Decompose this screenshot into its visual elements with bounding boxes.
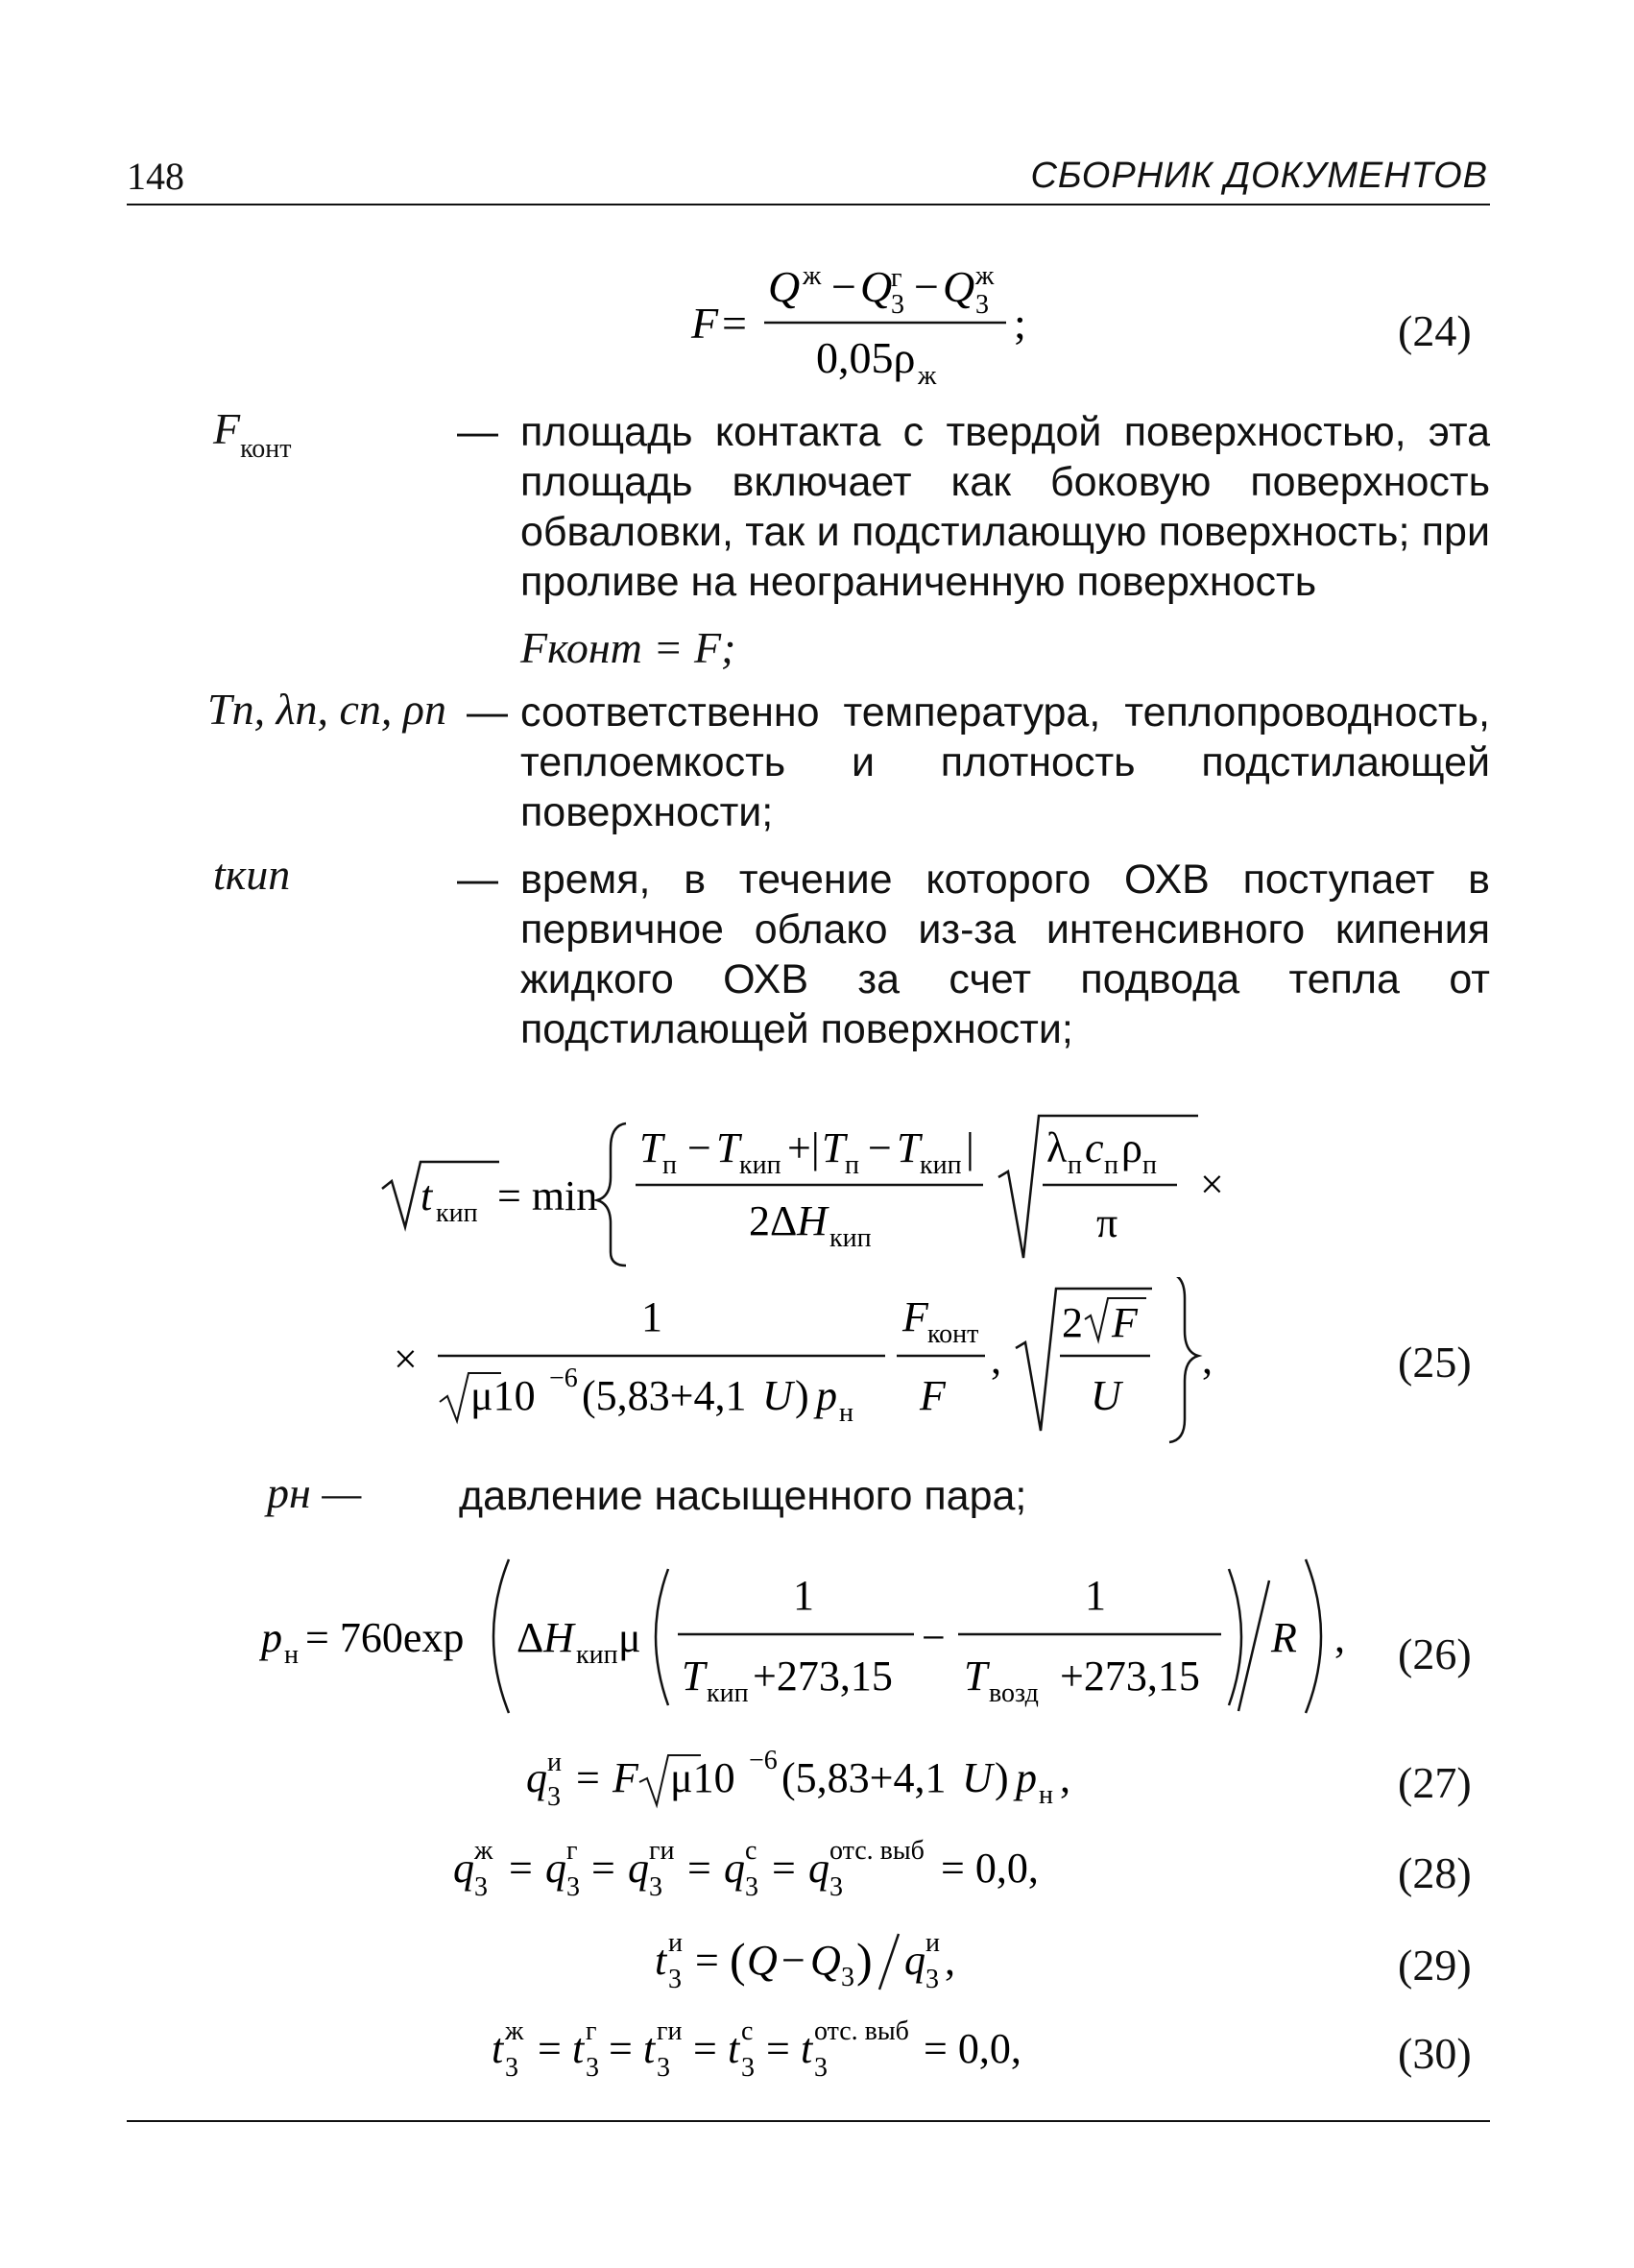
- svg-text:,: ,: [991, 1336, 1001, 1383]
- svg-text:t: t: [572, 2025, 585, 2072]
- svg-text:с: с: [741, 2016, 754, 2046]
- svg-text:−: −: [914, 262, 939, 311]
- svg-text:г: г: [566, 1836, 578, 1866]
- svg-text:п: п: [1142, 1150, 1157, 1180]
- eq27-formula: [518, 1742, 1190, 1819]
- svg-text:Q: Q: [747, 1937, 778, 1984]
- svg-text:1: 1: [793, 1572, 814, 1619]
- svg-text:ги: ги: [649, 1836, 675, 1866]
- def-dash: —: [457, 409, 498, 455]
- def-text-t-lambda-c-rho: соответственно температура, теплопроводность, теплоемкость и плотность подстилающей поверхности;: [520, 689, 1490, 835]
- eq26-formula: [259, 1556, 1363, 1719]
- svg-text:= min: = min: [497, 1172, 598, 1219]
- svg-text:ρ: ρ: [1121, 1124, 1142, 1171]
- svg-text:3: 3: [925, 1965, 939, 1994]
- footer-rule: [127, 2120, 1490, 2122]
- svg-text:3: 3: [814, 2053, 828, 2083]
- svg-text:μ10: μ10: [670, 1754, 735, 1801]
- def-extra-f-kont: Fконт = F;: [520, 623, 736, 672]
- svg-text:3: 3: [829, 1872, 843, 1902]
- running-header-title: СБОРНИК ДОКУМЕНТОВ: [1030, 156, 1488, 196]
- eq28-number: (28): [1398, 1848, 1472, 1897]
- svg-text:3: 3: [657, 2053, 670, 2083]
- svg-text:3: 3: [474, 1872, 488, 1902]
- svg-text:3: 3: [547, 1782, 561, 1812]
- eq28-formula: [451, 1832, 1219, 1909]
- header-rule: [127, 204, 1490, 205]
- svg-text:q: q: [724, 1845, 745, 1892]
- svg-text:кип: кип: [829, 1223, 872, 1253]
- svg-text:=: =: [576, 1754, 600, 1801]
- svg-text:=: =: [687, 1845, 711, 1892]
- svg-text:F: F: [902, 1293, 928, 1340]
- svg-text:F: F: [920, 1372, 946, 1419]
- svg-text:λ: λ: [1046, 1124, 1068, 1171]
- svg-text:= 0,0,: = 0,0,: [924, 2025, 1021, 2072]
- svg-text:F: F: [691, 299, 719, 348]
- svg-text:π: π: [1096, 1199, 1118, 1246]
- svg-text:3: 3: [566, 1872, 580, 1902]
- svg-text:=: =: [693, 2025, 717, 2072]
- svg-text:−6: −6: [549, 1363, 578, 1393]
- svg-text:Q: Q: [810, 1937, 841, 1984]
- def-text-p-n: давление насыщенного пара;: [459, 1473, 1027, 1519]
- svg-text:−: −: [781, 1937, 805, 1984]
- svg-text:T: T: [639, 1124, 663, 1171]
- svg-text:c: c: [1085, 1124, 1104, 1171]
- svg-text:ж: ж: [474, 1836, 493, 1866]
- svg-text:3: 3: [586, 2053, 599, 2083]
- svg-text:3: 3: [649, 1872, 662, 1902]
- eq30-formula: [490, 2013, 1219, 2089]
- svg-text:ж: ж: [975, 261, 995, 291]
- svg-text:−: −: [831, 262, 856, 311]
- svg-text:и: и: [547, 1748, 562, 1777]
- svg-text:+273,15: +273,15: [1060, 1653, 1200, 1700]
- svg-text:t: t: [492, 2025, 504, 2072]
- svg-text:;: ;: [1014, 299, 1026, 348]
- svg-text:с: с: [745, 1836, 757, 1866]
- svg-text:−6: −6: [749, 1746, 778, 1775]
- svg-text:г: г: [891, 263, 902, 293]
- svg-text:1: 1: [641, 1293, 662, 1340]
- svg-text:Q: Q: [943, 262, 975, 311]
- def-symbol-f-kont: $F_{конт}$: [213, 404, 292, 464]
- svg-text:3: 3: [741, 2053, 755, 2083]
- svg-text:кип: кип: [436, 1198, 478, 1228]
- svg-text:=: =: [772, 1845, 796, 1892]
- eq30-number: (30): [1398, 2029, 1472, 2078]
- svg-text:−: −: [687, 1124, 711, 1171]
- svg-text:отс. выб: отс. выб: [829, 1836, 925, 1866]
- svg-text:кип: кип: [707, 1678, 749, 1708]
- svg-text:Δ: Δ: [517, 1614, 544, 1661]
- svg-text:ж: ж: [918, 361, 937, 391]
- svg-text:T: T: [964, 1653, 988, 1700]
- svg-text:q: q: [453, 1845, 474, 1892]
- def-symbol-p-n: pн —: [267, 1468, 362, 1517]
- def-text-f-kont: площадь контакта с твердой поверхностью, эта площадь включает как боковую поверхность обваловки, так и подстилающую поверхность; при проливе на неограниченную поверхность: [520, 409, 1490, 605]
- eq29-number: (29): [1398, 1941, 1472, 1990]
- svg-text:кип: кип: [920, 1150, 962, 1180]
- svg-text:и: и: [925, 1928, 940, 1958]
- svg-text:μ10: μ10: [470, 1372, 536, 1419]
- svg-text:q: q: [808, 1845, 829, 1892]
- svg-text:ж: ж: [505, 2016, 524, 2046]
- eq24-formula: [672, 259, 1075, 394]
- svg-text:R: R: [1271, 1614, 1297, 1661]
- svg-text:=: =: [766, 2025, 790, 2072]
- svg-text:ги: ги: [657, 2016, 683, 2046]
- svg-text:U: U: [762, 1372, 793, 1419]
- svg-text:p: p: [1016, 1754, 1037, 1801]
- svg-text:F: F: [613, 1754, 638, 1801]
- svg-text:3: 3: [841, 1963, 854, 1992]
- svg-text:q: q: [904, 1937, 925, 1984]
- svg-text:−: −: [868, 1124, 892, 1171]
- svg-text:q: q: [526, 1754, 547, 1801]
- svg-text:t: t: [728, 2025, 740, 2072]
- svg-text:t: t: [655, 1937, 667, 1984]
- svg-text:0,05ρ: 0,05ρ: [816, 333, 916, 382]
- svg-text:3: 3: [668, 1965, 682, 1994]
- svg-text:|: |: [966, 1124, 974, 1171]
- def-dash: —: [457, 857, 498, 903]
- svg-text:q: q: [628, 1845, 649, 1892]
- svg-text:=: =: [695, 1937, 719, 1984]
- svg-text:T: T: [682, 1653, 706, 1700]
- svg-text:+|: +|: [787, 1124, 820, 1171]
- svg-text:=: =: [538, 2025, 562, 2072]
- eq25-line1: [374, 1104, 1258, 1267]
- svg-text:=: =: [609, 2025, 633, 2072]
- eq26-number: (26): [1398, 1629, 1472, 1678]
- svg-text:H: H: [797, 1197, 828, 1244]
- svg-text:,: ,: [1202, 1336, 1213, 1383]
- svg-text:возд: возд: [989, 1678, 1039, 1708]
- svg-text:3: 3: [891, 290, 904, 320]
- svg-text:U: U: [962, 1754, 993, 1801]
- svg-text:t: t: [421, 1172, 433, 1219]
- svg-text:p: p: [261, 1614, 282, 1661]
- def-symbol-t-lambda-c-rho: Tп, λп, cп, ρп: [207, 685, 447, 734]
- page-number: 148: [127, 155, 184, 198]
- svg-text:н: н: [839, 1398, 853, 1428]
- svg-text:(: (: [730, 1933, 746, 1987]
- svg-text:1: 1: [1085, 1572, 1106, 1619]
- svg-text:2: 2: [1062, 1299, 1083, 1346]
- svg-text:×: ×: [1200, 1161, 1224, 1208]
- svg-text:): ): [856, 1933, 873, 1987]
- svg-text:F: F: [1112, 1299, 1138, 1346]
- svg-text:T: T: [897, 1124, 921, 1171]
- svg-text:и: и: [668, 1928, 683, 1958]
- svg-text:=: =: [509, 1845, 533, 1892]
- svg-text:п: п: [662, 1150, 677, 1180]
- svg-text:): ): [795, 1372, 809, 1419]
- svg-text:кип: кип: [739, 1150, 781, 1180]
- svg-text:= 760exp: = 760exp: [305, 1614, 465, 1661]
- svg-text:п: п: [1068, 1150, 1082, 1180]
- svg-text:+273,15: +273,15: [753, 1653, 893, 1700]
- svg-text:ж: ж: [803, 261, 822, 291]
- svg-text:q: q: [545, 1845, 566, 1892]
- svg-text:3: 3: [505, 2053, 518, 2083]
- svg-text:(5,83+4,1: (5,83+4,1: [582, 1372, 747, 1419]
- eq25-number: (25): [1398, 1338, 1472, 1387]
- svg-text:t: t: [801, 2025, 813, 2072]
- eq29-formula: [653, 1920, 1056, 2007]
- eq27-number: (27): [1398, 1758, 1472, 1807]
- svg-text:,: ,: [1334, 1614, 1345, 1661]
- svg-text:кип: кип: [576, 1640, 618, 1670]
- svg-text:U: U: [1091, 1372, 1121, 1419]
- def-text-t-kip: время, в течение которого ОХВ поступает в первичное облако из-за интенсивного кипения жидкого ОХВ за счет подвода тепла от подстилающей поверхности;: [520, 857, 1490, 1052]
- eq24-number: (24): [1398, 306, 1472, 355]
- eq25-line2: [394, 1277, 1258, 1450]
- svg-text:3: 3: [745, 1872, 758, 1902]
- svg-text:конт: конт: [927, 1319, 979, 1349]
- svg-text:г: г: [586, 2016, 597, 2046]
- svg-text:п: п: [1104, 1150, 1118, 1180]
- svg-text:): ): [995, 1754, 1009, 1801]
- svg-text:=: =: [591, 1845, 615, 1892]
- svg-text:T: T: [822, 1124, 846, 1171]
- svg-text:н: н: [284, 1640, 299, 1670]
- def-dash: —: [467, 689, 508, 736]
- svg-text:=: =: [722, 299, 747, 348]
- svg-text:2Δ: 2Δ: [749, 1197, 798, 1244]
- def-symbol-t-kip: tкип: [213, 850, 291, 899]
- svg-text:п: п: [845, 1150, 859, 1180]
- svg-text:H: H: [543, 1614, 574, 1661]
- svg-text:T: T: [716, 1124, 740, 1171]
- svg-text:Q: Q: [768, 262, 801, 311]
- svg-text:−: −: [922, 1614, 946, 1661]
- svg-text:= 0,0,: = 0,0,: [941, 1845, 1039, 1892]
- svg-text:(5,83+4,1: (5,83+4,1: [781, 1754, 947, 1801]
- svg-text:Q: Q: [860, 262, 893, 311]
- svg-text:3: 3: [975, 290, 989, 320]
- svg-text:p: p: [816, 1372, 837, 1419]
- svg-text:t: t: [643, 2025, 656, 2072]
- svg-text:н: н: [1039, 1780, 1053, 1810]
- svg-text:×: ×: [394, 1336, 418, 1383]
- svg-text:,: ,: [1060, 1754, 1070, 1801]
- svg-text:μ: μ: [618, 1614, 641, 1661]
- svg-text:отс. выб: отс. выб: [814, 2016, 909, 2046]
- svg-text:,: ,: [945, 1937, 955, 1984]
